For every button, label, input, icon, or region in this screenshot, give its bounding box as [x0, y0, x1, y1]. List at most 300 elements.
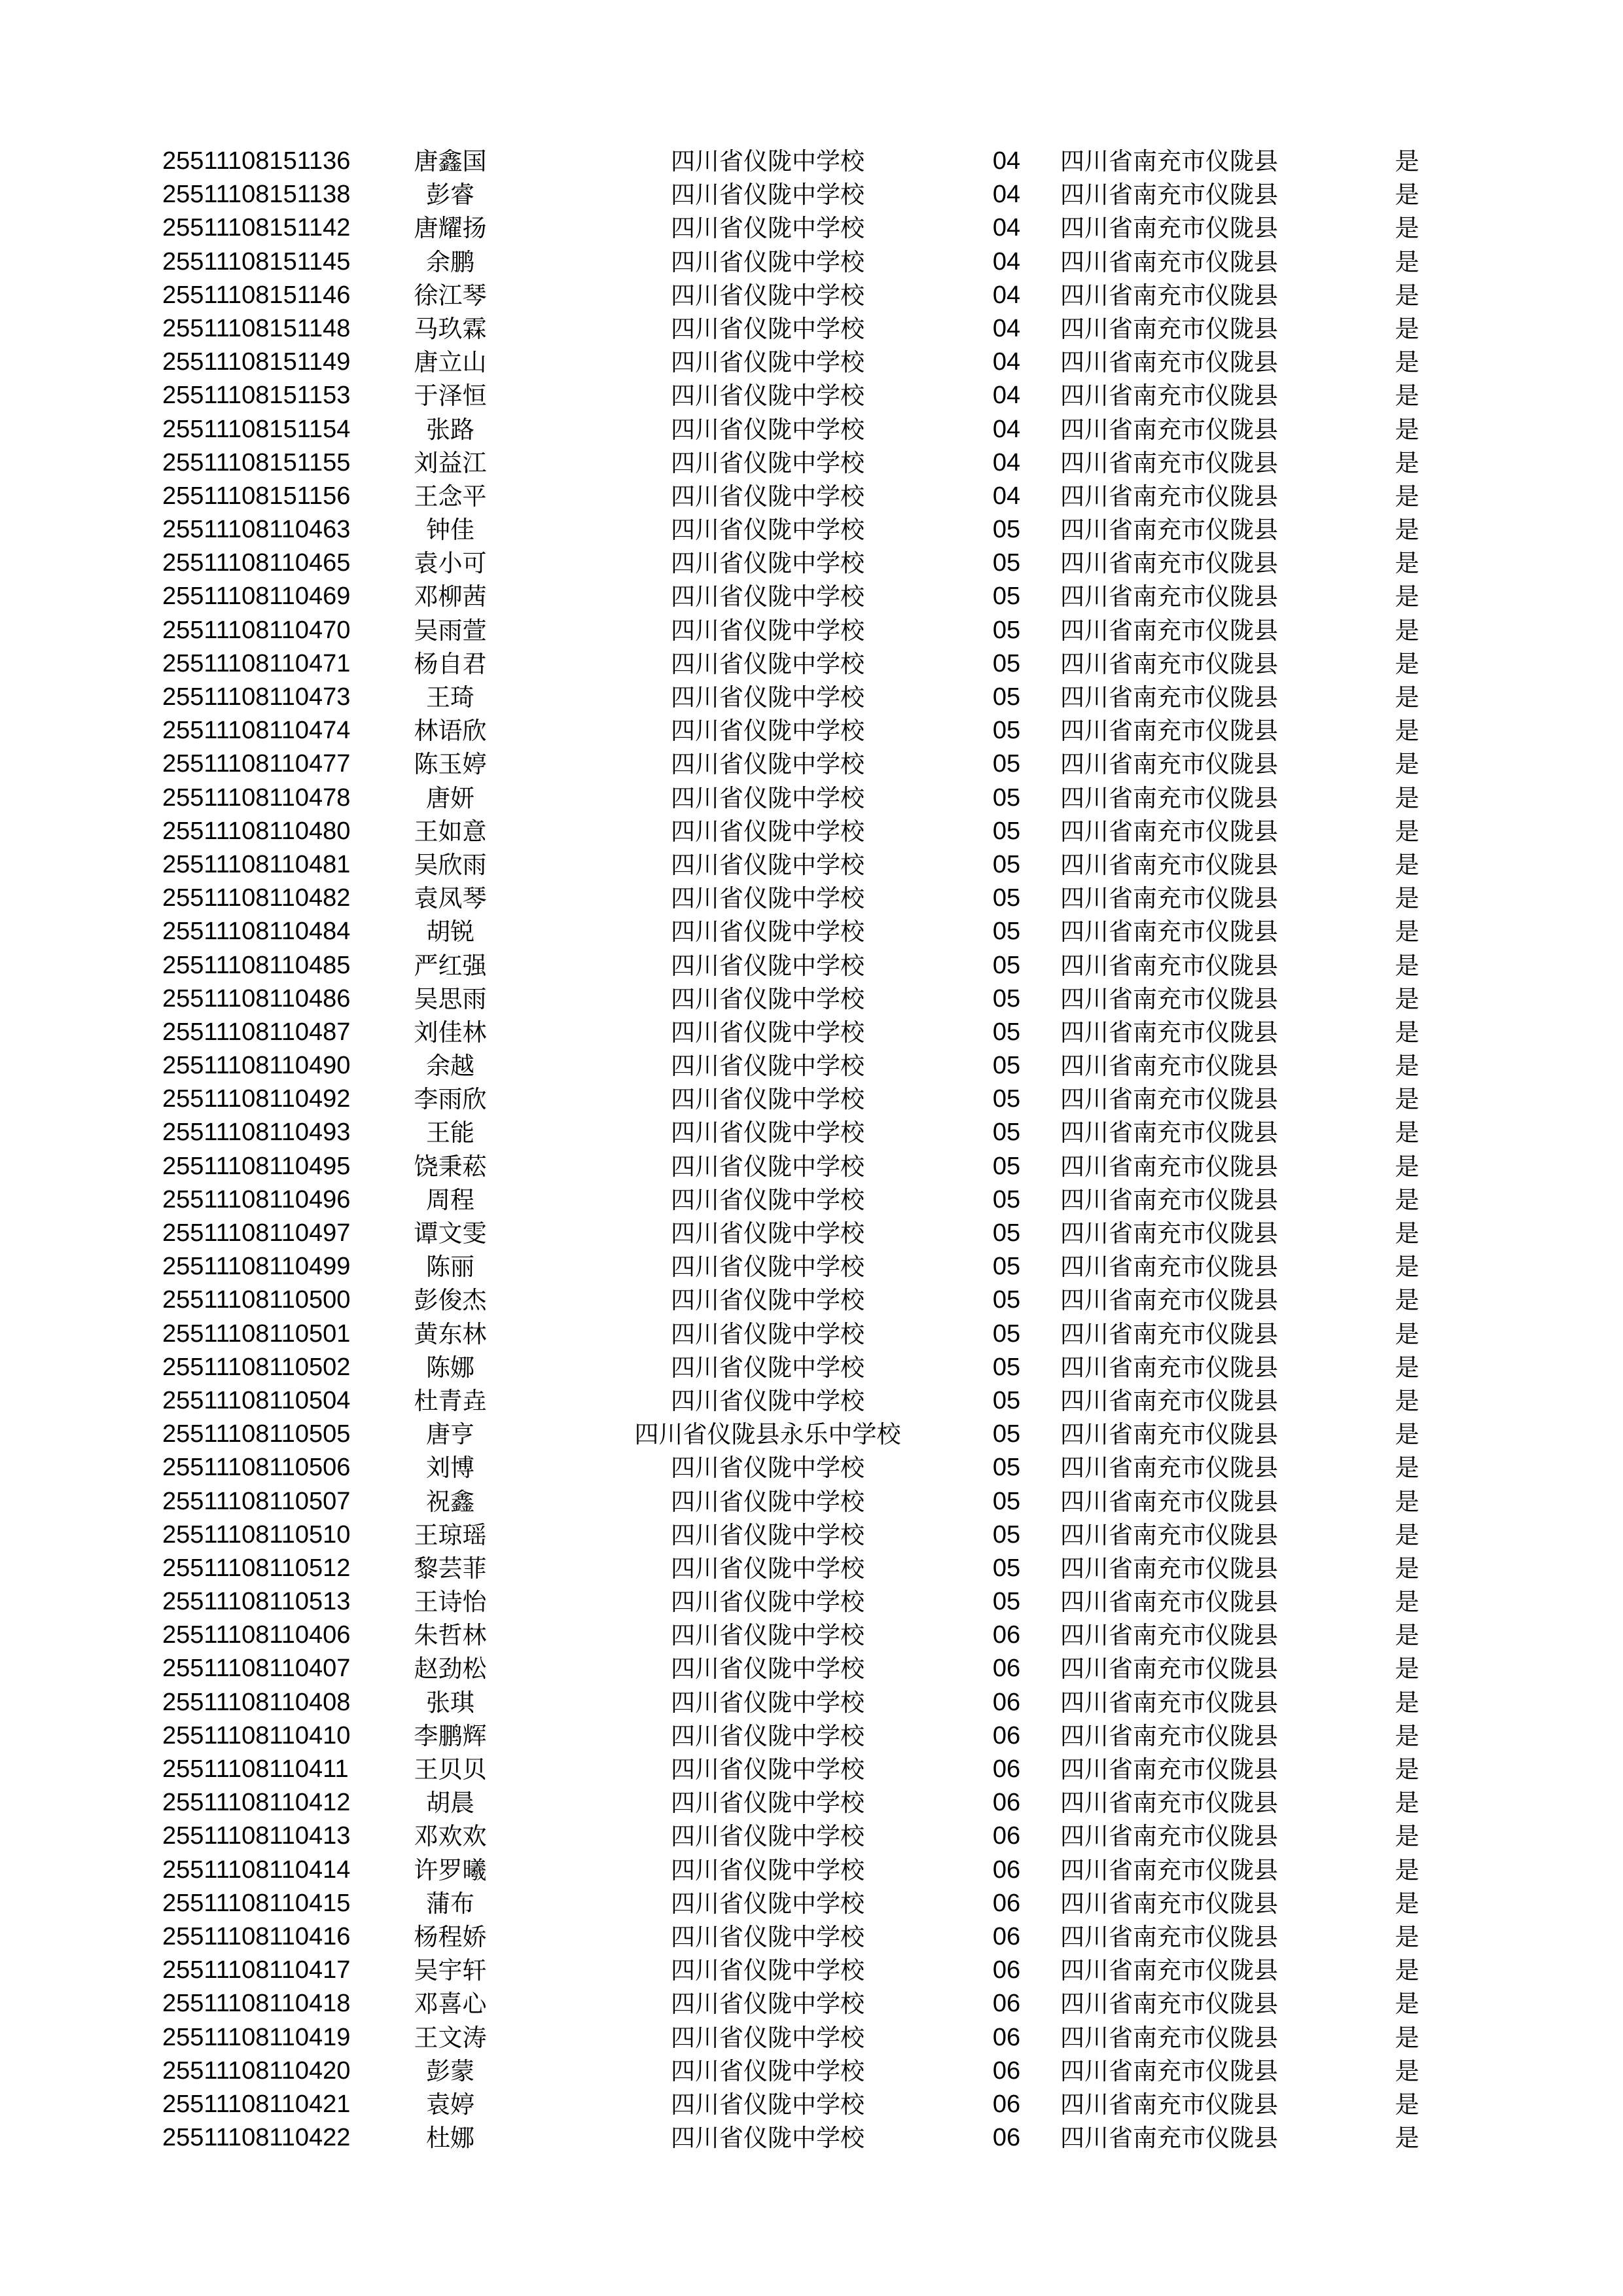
school-cell: 四川省仪陇中学校 [671, 884, 865, 913]
region-cell: 四川省南充市仪陇县 [1060, 1052, 1278, 1081]
school-cell: 四川省仪陇中学校 [671, 1755, 865, 1784]
class-number-cell: 04 [992, 382, 1021, 410]
class-number-cell: 05 [992, 1386, 1021, 1414]
eligibility-flag-cell: 是 [1395, 1856, 1419, 1884]
eligibility-flag-cell: 是 [1395, 1588, 1419, 1617]
class-number-cell: 06 [992, 1755, 1021, 1783]
student-name-cell: 陈丽 [426, 1253, 474, 1282]
table-row [162, 1920, 1432, 1954]
region-cell: 四川省南充市仪陇县 [1060, 1018, 1278, 1047]
eligibility-flag-cell: 是 [1395, 717, 1419, 745]
eligibility-flag-cell: 是 [1395, 817, 1419, 846]
school-cell: 四川省仪陇中学校 [671, 1990, 865, 2018]
eligibility-flag-cell: 是 [1395, 783, 1419, 812]
school-cell: 四川省仪陇中学校 [671, 984, 865, 1013]
eligibility-flag-cell: 是 [1395, 683, 1419, 711]
region-cell: 四川省南充市仪陇县 [1060, 2090, 1278, 2119]
school-cell: 四川省仪陇中学校 [671, 516, 865, 545]
eligibility-flag-cell: 是 [1395, 1554, 1419, 1583]
table-row [162, 178, 1432, 211]
table-row [162, 1083, 1432, 1116]
region-cell: 四川省南充市仪陇县 [1060, 884, 1278, 913]
school-cell: 四川省仪陇中学校 [671, 482, 865, 511]
school-cell: 四川省仪陇中学校 [671, 1018, 865, 1047]
region-cell: 四川省南充市仪陇县 [1060, 750, 1278, 779]
class-number-cell: 05 [992, 616, 1021, 644]
eligibility-flag-cell: 是 [1395, 1454, 1419, 1482]
class-number-cell: 06 [992, 1621, 1021, 1649]
student-id-cell: 25511108151154 [162, 415, 351, 443]
table-row [162, 1283, 1432, 1317]
eligibility-flag-cell: 是 [1395, 918, 1419, 946]
student-id-cell: 25511108110417 [162, 1956, 351, 1984]
student-id-cell: 25511108151156 [162, 482, 351, 510]
region-cell: 四川省南充市仪陇县 [1060, 1655, 1278, 1683]
eligibility-flag-cell: 是 [1395, 616, 1419, 645]
student-name-cell: 周程 [426, 1185, 474, 1214]
student-name-cell: 唐妍 [426, 783, 474, 812]
student-name-cell: 赵劲松 [414, 1655, 487, 1683]
school-cell: 四川省仪陇中学校 [671, 1856, 865, 1884]
student-name-cell: 张琪 [426, 1688, 474, 1717]
region-cell: 四川省南充市仪陇县 [1060, 1588, 1278, 1617]
eligibility-flag-cell: 是 [1395, 1621, 1419, 1650]
eligibility-flag-cell: 是 [1395, 884, 1419, 913]
class-number-cell: 05 [992, 750, 1021, 778]
school-cell: 四川省仪陇中学校 [671, 717, 865, 745]
school-cell: 四川省仪陇中学校 [671, 683, 865, 711]
class-number-cell: 05 [992, 649, 1021, 677]
region-cell: 四川省南充市仪陇县 [1060, 1152, 1278, 1181]
school-cell: 四川省仪陇中学校 [671, 1219, 865, 1247]
table-row [162, 580, 1432, 613]
region-cell: 四川省南充市仪陇县 [1060, 1185, 1278, 1214]
school-cell: 四川省仪陇中学校 [671, 1253, 865, 1282]
region-cell: 四川省南充市仪陇县 [1060, 616, 1278, 645]
student-id-cell: 25511108110478 [162, 783, 351, 812]
class-number-cell: 05 [992, 951, 1021, 979]
student-id-cell: 25511108110411 [162, 1755, 349, 1783]
class-number-cell: 06 [992, 1856, 1021, 1884]
class-number-cell: 06 [992, 1822, 1021, 1850]
student-id-cell: 25511108110487 [162, 1018, 351, 1046]
student-id-cell: 25511108110484 [162, 918, 351, 946]
student-id-cell: 25511108110501 [162, 1319, 351, 1348]
school-cell: 四川省仪陇中学校 [671, 1286, 865, 1315]
region-cell: 四川省南充市仪陇县 [1060, 181, 1278, 209]
student-name-cell: 袁凤琴 [414, 884, 487, 913]
student-name-cell: 吴雨萱 [414, 616, 487, 645]
table-row [162, 1987, 1432, 2020]
eligibility-flag-cell: 是 [1395, 1721, 1419, 1750]
region-cell: 四川省南充市仪陇县 [1060, 1487, 1278, 1516]
class-number-cell: 04 [992, 314, 1021, 342]
region-cell: 四川省南充市仪陇县 [1060, 1621, 1278, 1650]
table-row [162, 1854, 1432, 1887]
student-id-cell: 25511108110480 [162, 817, 351, 845]
school-cell: 四川省仪陇中学校 [671, 1922, 865, 1951]
school-cell: 四川省仪陇中学校 [671, 817, 865, 846]
student-name-cell: 于泽恒 [414, 382, 487, 410]
student-name-cell: 陈玉婷 [414, 750, 487, 779]
student-id-cell: 25511108110496 [162, 1185, 351, 1213]
table-row [162, 1552, 1432, 1585]
table-row [162, 815, 1432, 848]
table-row [162, 681, 1432, 714]
class-number-cell: 05 [992, 817, 1021, 845]
student-id-cell: 25511108110481 [162, 850, 351, 878]
student-name-cell: 彭俊杰 [414, 1286, 487, 1315]
school-cell: 四川省仪陇中学校 [671, 918, 865, 946]
school-cell: 四川省仪陇中学校 [671, 2023, 865, 2052]
class-number-cell: 05 [992, 850, 1021, 878]
table-row [162, 1719, 1432, 1753]
table-row [162, 145, 1432, 178]
class-number-cell: 04 [992, 147, 1021, 175]
eligibility-flag-cell: 是 [1395, 482, 1419, 511]
class-number-cell: 05 [992, 1018, 1021, 1046]
eligibility-flag-cell: 是 [1395, 1655, 1419, 1683]
eligibility-flag-cell: 是 [1395, 850, 1419, 879]
eligibility-flag-cell: 是 [1395, 1353, 1419, 1382]
school-cell: 四川省仪陇中学校 [671, 783, 865, 812]
class-number-cell: 06 [992, 1655, 1021, 1683]
table-row [162, 1585, 1432, 1619]
class-number-cell: 05 [992, 1319, 1021, 1348]
student-id-cell: 25511108110419 [162, 2023, 351, 2051]
eligibility-flag-cell: 是 [1395, 1822, 1419, 1851]
student-id-cell: 25511108151148 [162, 314, 351, 342]
student-id-cell: 25511108110406 [162, 1621, 351, 1649]
school-cell: 四川省仪陇中学校 [671, 1119, 865, 1147]
student-name-cell: 彭蒙 [426, 2056, 474, 2085]
table-row [162, 781, 1432, 815]
region-cell: 四川省南充市仪陇县 [1060, 247, 1278, 276]
student-id-cell: 25511108110493 [162, 1119, 351, 1147]
table-row [162, 1485, 1432, 1518]
table-row [162, 2054, 1432, 2088]
student-id-cell: 25511108110418 [162, 1990, 351, 2018]
school-cell: 四川省仪陇中学校 [671, 1185, 865, 1214]
region-cell: 四川省南充市仪陇县 [1060, 1520, 1278, 1549]
student-id-cell: 25511108151138 [162, 181, 351, 209]
student-name-cell: 黎芸菲 [414, 1554, 487, 1583]
eligibility-flag-cell: 是 [1395, 1755, 1419, 1784]
school-cell: 四川省仪陇中学校 [671, 1319, 865, 1348]
table-row [162, 1250, 1432, 1283]
student-name-cell: 刘佳林 [414, 1018, 487, 1047]
eligibility-flag-cell: 是 [1395, 750, 1419, 779]
school-cell: 四川省仪陇中学校 [671, 616, 865, 645]
table-row [162, 446, 1432, 480]
eligibility-flag-cell: 是 [1395, 549, 1419, 578]
student-id-cell: 25511108110470 [162, 616, 351, 644]
table-row [162, 312, 1432, 346]
class-number-cell: 05 [992, 1353, 1021, 1381]
region-cell: 四川省南充市仪陇县 [1060, 1755, 1278, 1784]
class-number-cell: 06 [992, 1688, 1021, 1716]
region-cell: 四川省南充市仪陇县 [1060, 683, 1278, 711]
eligibility-flag-cell: 是 [1395, 2023, 1419, 2052]
eligibility-flag-cell: 是 [1395, 1185, 1419, 1214]
table-row [162, 1652, 1432, 1685]
school-cell: 四川省仪陇中学校 [671, 247, 865, 276]
school-cell: 四川省仪陇中学校 [671, 1588, 865, 1617]
class-number-cell: 04 [992, 281, 1021, 309]
school-cell: 四川省仪陇中学校 [671, 1655, 865, 1683]
school-cell: 四川省仪陇县永乐中学校 [634, 1420, 901, 1449]
student-id-cell: 25511108110415 [162, 1889, 351, 1917]
table-row [162, 279, 1432, 312]
student-id-cell: 25511108110500 [162, 1286, 351, 1314]
school-cell: 四川省仪陇中学校 [671, 1554, 865, 1583]
student-id-cell: 25511108110506 [162, 1454, 351, 1482]
student-name-cell: 袁小可 [414, 549, 487, 578]
student-name-cell: 杜青垚 [414, 1386, 487, 1415]
table-row [162, 1318, 1432, 1351]
class-number-cell: 06 [992, 2090, 1021, 2118]
student-name-cell: 吴思雨 [414, 984, 487, 1013]
student-id-cell: 25511108110469 [162, 583, 351, 611]
school-cell: 四川省仪陇中学校 [671, 649, 865, 678]
eligibility-flag-cell: 是 [1395, 247, 1419, 276]
class-number-cell: 05 [992, 918, 1021, 946]
table-row [162, 882, 1432, 915]
region-cell: 四川省南充市仪陇县 [1060, 850, 1278, 879]
region-cell: 四川省南充市仪陇县 [1060, 1253, 1278, 1282]
class-number-cell: 05 [992, 984, 1021, 1013]
eligibility-flag-cell: 是 [1395, 2090, 1419, 2119]
student-name-cell: 王诗怡 [414, 1588, 487, 1617]
student-id-cell: 25511108110422 [162, 2124, 351, 2152]
student-id-cell: 25511108151146 [162, 281, 351, 309]
region-cell: 四川省南充市仪陇县 [1060, 1353, 1278, 1382]
class-number-cell: 05 [992, 1520, 1021, 1549]
student-id-cell: 25511108110477 [162, 750, 351, 778]
student-name-cell: 钟佳 [426, 516, 474, 545]
student-id-cell: 25511108110490 [162, 1052, 351, 1080]
eligibility-flag-cell: 是 [1395, 1520, 1419, 1549]
student-name-cell: 王如意 [414, 817, 487, 846]
region-cell: 四川省南充市仪陇县 [1060, 1688, 1278, 1717]
student-id-cell: 25511108110502 [162, 1353, 351, 1381]
class-number-cell: 04 [992, 181, 1021, 209]
region-cell: 四川省南充市仪陇县 [1060, 2056, 1278, 2085]
eligibility-flag-cell: 是 [1395, 1319, 1419, 1348]
region-cell: 四川省南充市仪陇县 [1060, 783, 1278, 812]
table-row [162, 747, 1432, 781]
eligibility-flag-cell: 是 [1395, 649, 1419, 678]
eligibility-flag-cell: 是 [1395, 984, 1419, 1013]
school-cell: 四川省仪陇中学校 [671, 1621, 865, 1650]
student-id-cell: 25511108110414 [162, 1856, 351, 1884]
student-id-cell: 25511108151136 [162, 147, 351, 175]
school-cell: 四川省仪陇中学校 [671, 1454, 865, 1482]
eligibility-flag-cell: 是 [1395, 214, 1419, 243]
school-cell: 四川省仪陇中学校 [671, 1822, 865, 1851]
school-cell: 四川省仪陇中学校 [671, 1520, 865, 1549]
school-cell: 四川省仪陇中学校 [671, 1386, 865, 1415]
class-number-cell: 05 [992, 1588, 1021, 1616]
student-name-cell: 李雨欣 [414, 1085, 487, 1114]
region-cell: 四川省南充市仪陇县 [1060, 1420, 1278, 1449]
student-id-cell: 25511108110495 [162, 1152, 351, 1180]
eligibility-flag-cell: 是 [1395, 1420, 1419, 1449]
table-row [162, 513, 1432, 547]
table-row [162, 915, 1432, 948]
school-cell: 四川省仪陇中学校 [671, 281, 865, 310]
region-cell: 四川省南充市仪陇县 [1060, 382, 1278, 410]
eligibility-flag-cell: 是 [1395, 281, 1419, 310]
region-cell: 四川省南充市仪陇县 [1060, 951, 1278, 980]
region-cell: 四川省南充市仪陇县 [1060, 1219, 1278, 1247]
eligibility-flag-cell: 是 [1395, 1152, 1419, 1181]
table-row [162, 1954, 1432, 1987]
region-cell: 四川省南充市仪陇县 [1060, 549, 1278, 578]
school-cell: 四川省仪陇中学校 [671, 181, 865, 209]
region-cell: 四川省南充市仪陇县 [1060, 516, 1278, 545]
class-number-cell: 05 [992, 1085, 1021, 1113]
school-cell: 四川省仪陇中学校 [671, 1956, 865, 1985]
eligibility-flag-cell: 是 [1395, 2124, 1419, 2153]
table-row [162, 1786, 1432, 1820]
student-name-cell: 徐江琴 [414, 281, 487, 310]
school-cell: 四川省仪陇中学校 [671, 382, 865, 410]
student-name-cell: 王琦 [426, 683, 474, 711]
school-cell: 四川省仪陇中学校 [671, 448, 865, 477]
student-id-cell: 25511108110410 [162, 1721, 351, 1749]
student-name-cell: 蒲布 [426, 1889, 474, 1918]
school-cell: 四川省仪陇中学校 [671, 750, 865, 779]
school-cell: 四川省仪陇中学校 [671, 1889, 865, 1918]
class-number-cell: 05 [992, 516, 1021, 544]
student-name-cell: 杨自君 [414, 649, 487, 678]
table-row [162, 1116, 1432, 1149]
student-id-cell: 25511108110421 [162, 2090, 351, 2118]
class-number-cell: 05 [992, 717, 1021, 745]
student-name-cell: 朱哲林 [414, 1621, 487, 1650]
eligibility-flag-cell: 是 [1395, 1119, 1419, 1147]
class-number-cell: 06 [992, 2124, 1021, 2152]
student-id-cell: 25511108110482 [162, 884, 351, 912]
student-name-cell: 马玖霖 [414, 314, 487, 343]
region-cell: 四川省南充市仪陇县 [1060, 1922, 1278, 1951]
student-name-cell: 林语欣 [414, 717, 487, 745]
table-row [162, 413, 1432, 446]
student-id-cell: 25511108151145 [162, 247, 351, 276]
student-name-cell: 祝鑫 [426, 1487, 474, 1516]
school-cell: 四川省仪陇中学校 [671, 1721, 865, 1750]
student-name-cell: 胡晨 [426, 1789, 474, 1818]
region-cell: 四川省南充市仪陇县 [1060, 1956, 1278, 1985]
table-row [162, 614, 1432, 647]
region-cell: 四川省南充市仪陇县 [1060, 214, 1278, 243]
eligibility-flag-cell: 是 [1395, 382, 1419, 410]
class-number-cell: 04 [992, 247, 1021, 276]
school-cell: 四川省仪陇中学校 [671, 2056, 865, 2085]
eligibility-flag-cell: 是 [1395, 1922, 1419, 1951]
table-row [162, 2021, 1432, 2054]
school-cell: 四川省仪陇中学校 [671, 850, 865, 879]
student-id-cell: 25511108110510 [162, 1520, 351, 1549]
student-id-cell: 25511108151142 [162, 214, 351, 242]
school-cell: 四川省仪陇中学校 [671, 951, 865, 980]
class-number-cell: 05 [992, 1052, 1021, 1080]
school-cell: 四川省仪陇中学校 [671, 1487, 865, 1516]
school-cell: 四川省仪陇中学校 [671, 549, 865, 578]
student-id-cell: 25511108110465 [162, 549, 351, 577]
region-cell: 四川省南充市仪陇县 [1060, 1119, 1278, 1147]
student-name-cell: 张路 [426, 415, 474, 444]
table-row [162, 346, 1432, 379]
student-name-cell: 严红强 [414, 951, 487, 980]
class-number-cell: 06 [992, 1889, 1021, 1917]
table-row [162, 1887, 1432, 1920]
student-name-cell: 吴欣雨 [414, 850, 487, 879]
eligibility-flag-cell: 是 [1395, 1688, 1419, 1717]
table-row [162, 2088, 1432, 2121]
student-id-cell: 25511108110485 [162, 951, 351, 979]
eligibility-flag-cell: 是 [1395, 348, 1419, 377]
school-cell: 四川省仪陇中学校 [671, 2124, 865, 2153]
student-id-cell: 25511108110513 [162, 1588, 351, 1616]
student-name-cell: 唐鑫国 [414, 147, 487, 175]
student-id-cell: 25511108110486 [162, 984, 351, 1013]
student-name-cell: 王琼瑶 [414, 1520, 487, 1549]
class-number-cell: 06 [992, 1922, 1021, 1950]
student-id-cell: 25511108151155 [162, 448, 351, 476]
class-number-cell: 05 [992, 1152, 1021, 1180]
student-list-table [162, 145, 1432, 2155]
table-row [162, 1820, 1432, 1853]
eligibility-flag-cell: 是 [1395, 1052, 1419, 1081]
student-name-cell: 许罗曦 [414, 1856, 487, 1884]
eligibility-flag-cell: 是 [1395, 1253, 1419, 1282]
student-name-cell: 王贝贝 [414, 1755, 487, 1784]
eligibility-flag-cell: 是 [1395, 1085, 1419, 1114]
region-cell: 四川省南充市仪陇县 [1060, 717, 1278, 745]
student-id-cell: 25511108110420 [162, 2056, 351, 2085]
region-cell: 四川省南充市仪陇县 [1060, 1454, 1278, 1482]
student-name-cell: 饶秉菘 [414, 1152, 487, 1181]
class-number-cell: 05 [992, 1554, 1021, 1582]
table-row [162, 1016, 1432, 1049]
student-id-cell: 25511108110408 [162, 1688, 351, 1716]
region-cell: 四川省南充市仪陇县 [1060, 649, 1278, 678]
table-row [162, 547, 1432, 580]
region-cell: 四川省南充市仪陇县 [1060, 1386, 1278, 1415]
student-id-cell: 25511108110512 [162, 1554, 351, 1582]
class-number-cell: 06 [992, 1721, 1021, 1749]
table-row [162, 1150, 1432, 1183]
table-row [162, 1183, 1432, 1217]
student-name-cell: 唐亨 [426, 1420, 474, 1449]
table-row [162, 1351, 1432, 1384]
region-cell: 四川省南充市仪陇县 [1060, 984, 1278, 1013]
region-cell: 四川省南充市仪陇县 [1060, 918, 1278, 946]
class-number-cell: 04 [992, 448, 1021, 476]
table-row [162, 1049, 1432, 1083]
student-name-cell: 邓喜心 [414, 1990, 487, 2018]
student-name-cell: 陈娜 [426, 1353, 474, 1382]
student-name-cell: 谭文雯 [414, 1219, 487, 1247]
school-cell: 四川省仪陇中学校 [671, 415, 865, 444]
student-id-cell: 25511108110474 [162, 717, 351, 745]
eligibility-flag-cell: 是 [1395, 314, 1419, 343]
school-cell: 四川省仪陇中学校 [671, 1353, 865, 1382]
student-name-cell: 杨程娇 [414, 1922, 487, 1951]
eligibility-flag-cell: 是 [1395, 1789, 1419, 1818]
